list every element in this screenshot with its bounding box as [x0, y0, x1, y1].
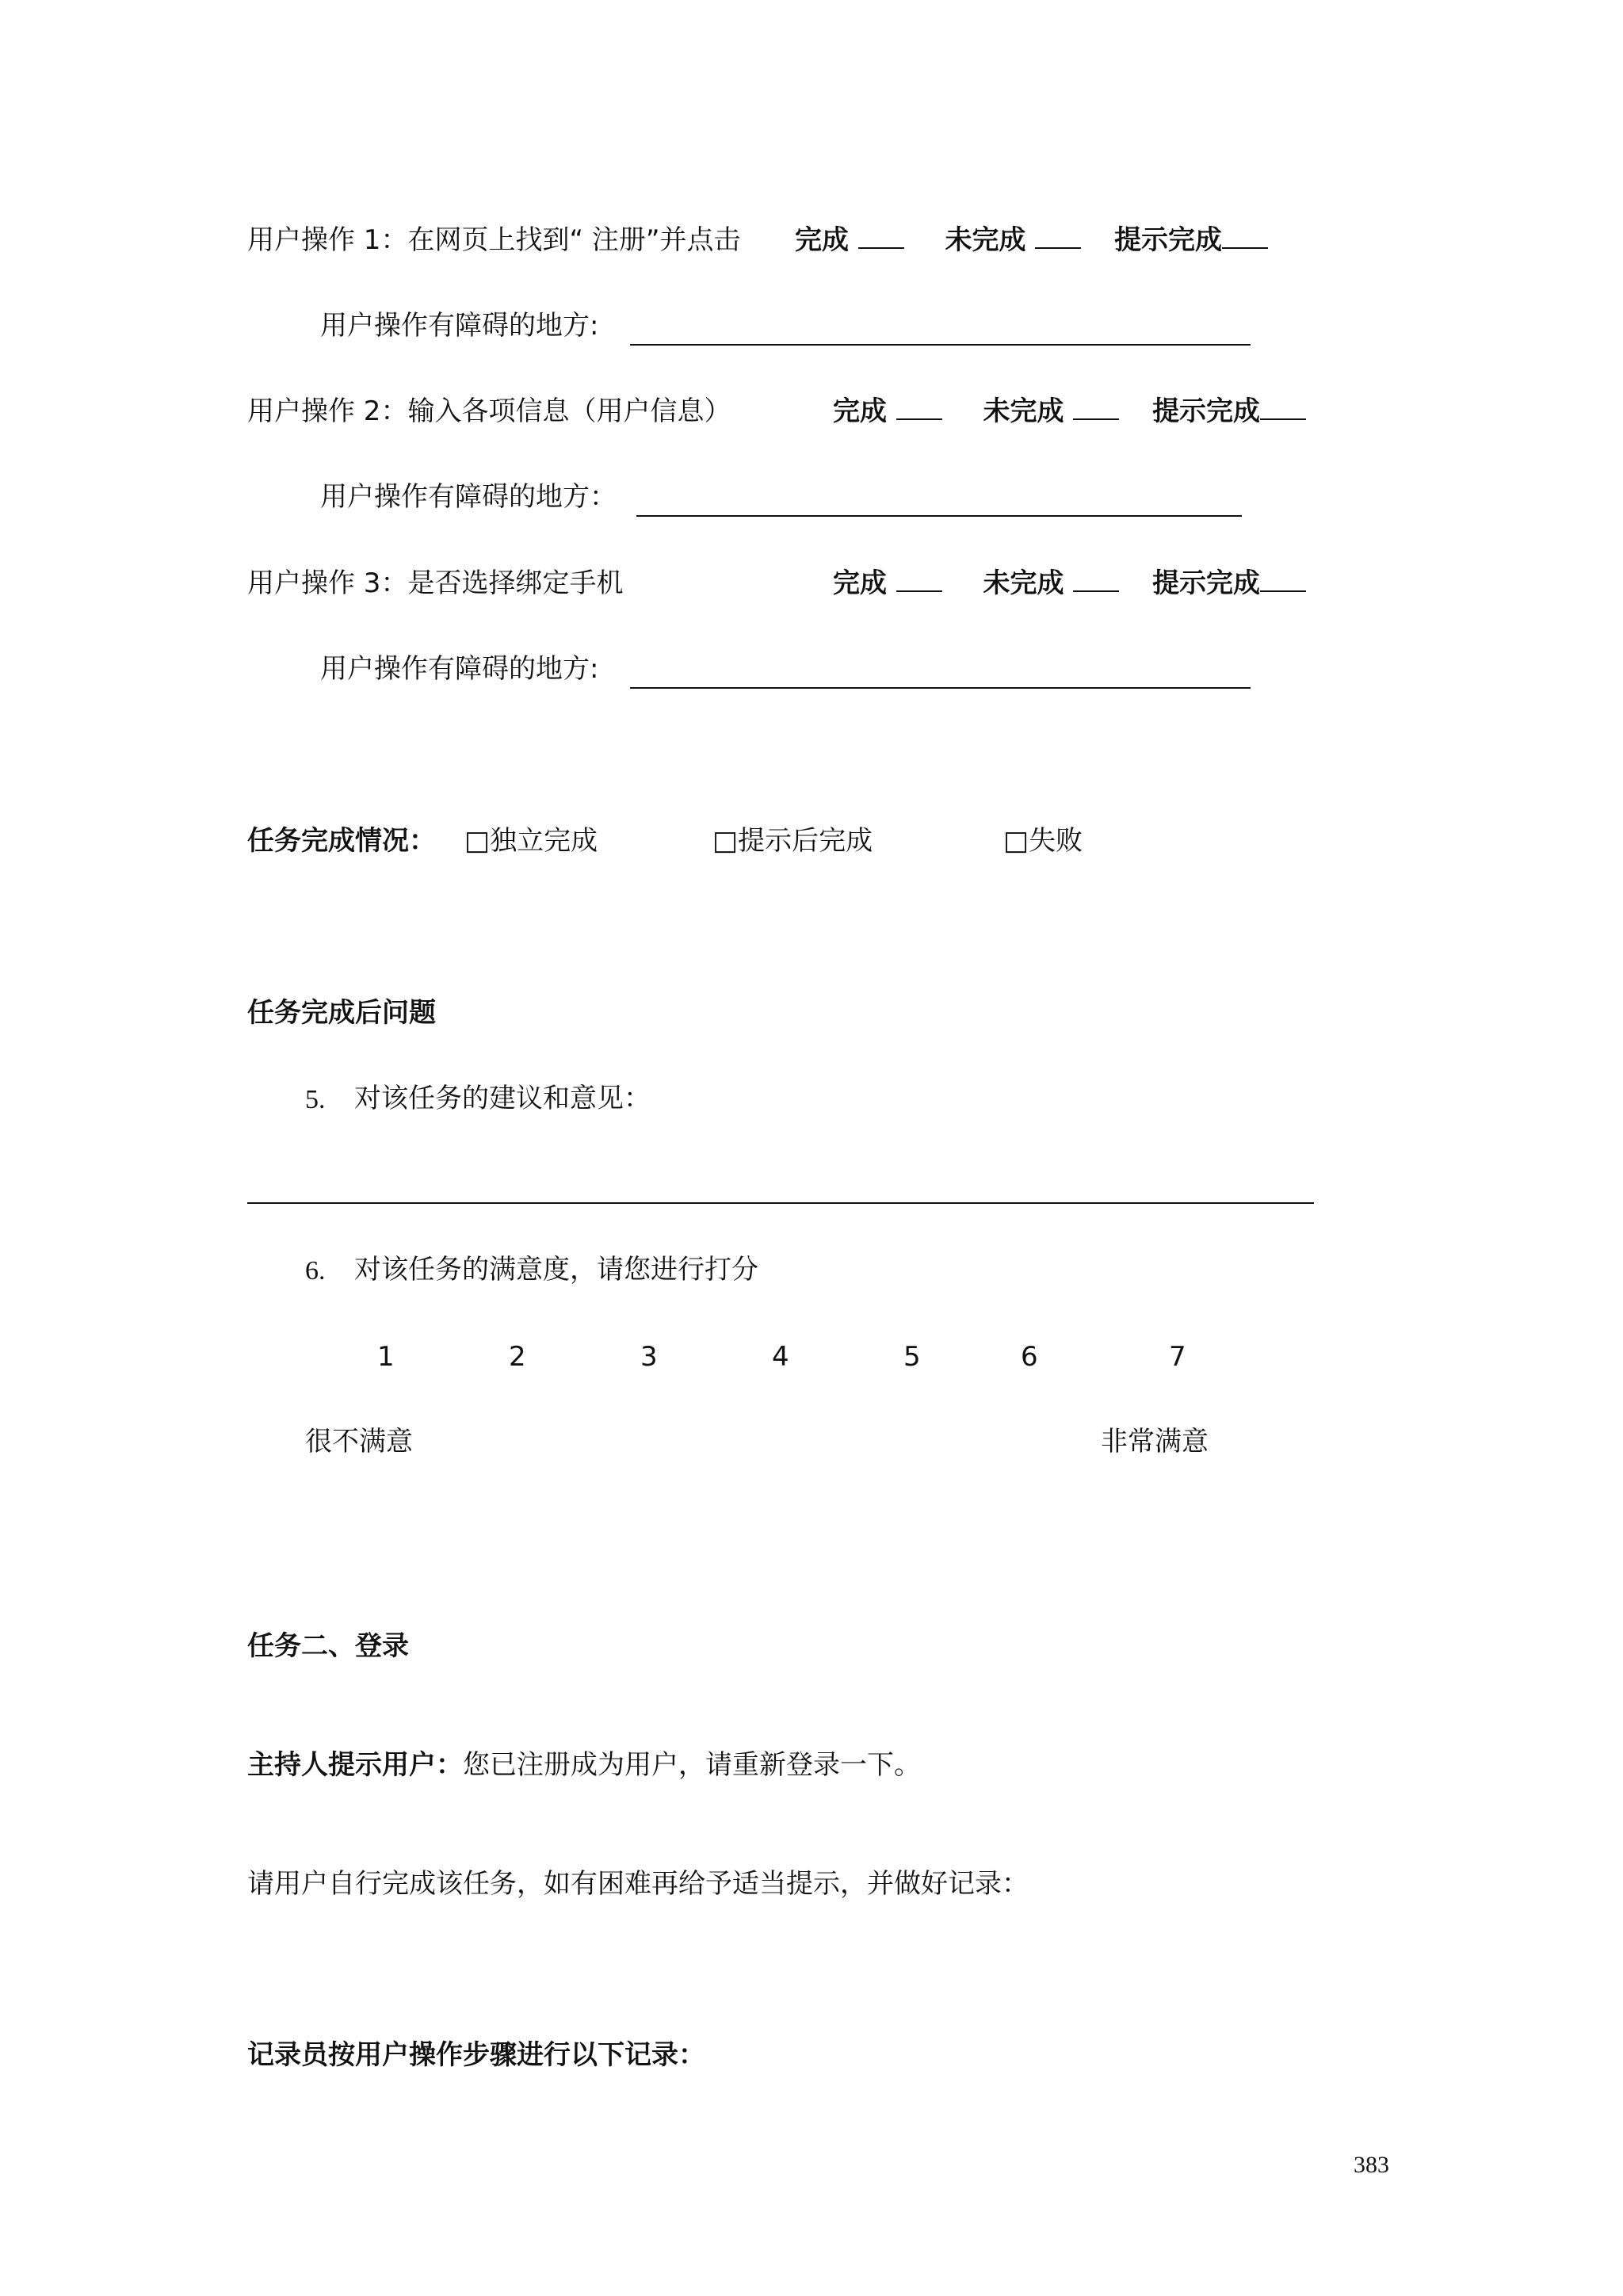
op3-label: 用户操作 3：是否选择绑定手机: [247, 567, 624, 599]
op2-hint-done: 提示完成: [1152, 395, 1261, 427]
op3-not-done-blank[interactable]: [1073, 567, 1119, 592]
q5-text: 对该任务的建议和意见：: [354, 1083, 651, 1114]
op2-done-blank[interactable]: [896, 395, 942, 420]
op2-status: [833, 394, 1306, 429]
task2-host-line: [247, 1748, 921, 1782]
op2-obstacle-label: 用户操作有障碍的地方：: [320, 481, 617, 513]
q5-number: 5.: [305, 1085, 326, 1114]
q6-number: 6.: [305, 1256, 326, 1286]
op1-hint-blank[interactable]: [1222, 223, 1268, 249]
task2-heading: 任务二、登录: [247, 1630, 409, 1662]
op2-done: 完成: [833, 395, 887, 427]
task2-recorder: 记录员按用户操作步骤进行以下记录：: [247, 2039, 705, 2071]
op2-label: 用户操作 2：输入各项信息（用户信息）: [247, 395, 731, 427]
page-number: 383: [1354, 2152, 1389, 2178]
op1-obstacle-label: 用户操作有障碍的地方:: [320, 310, 599, 342]
op3-not-done: 未完成: [983, 567, 1064, 599]
op1-status: [795, 223, 1268, 258]
post-task-heading: 任务完成后问题: [247, 997, 436, 1029]
op2-hint-blank[interactable]: [1260, 395, 1306, 420]
task2-host-label: 主持人提示用户：: [247, 1749, 463, 1781]
scale-option-4[interactable]: 4: [772, 1341, 789, 1373]
q6-text: 对该任务的满意度，请您进行打分: [354, 1254, 758, 1286]
task2-instruction: 请用户自行完成该任务，如有困难再给予适当提示，并做好记录：: [247, 1868, 1029, 1900]
op1-done-blank[interactable]: [858, 223, 904, 249]
op2-obstacle-blank[interactable]: [636, 494, 1242, 517]
task-status-label: 任务完成情况：: [247, 825, 436, 857]
op3-obstacle-label: 用户操作有障碍的地方:: [320, 653, 599, 685]
scale-option-2[interactable]: 2: [509, 1341, 526, 1373]
op3-hint-done: 提示完成: [1152, 567, 1261, 599]
q5-answer-blank[interactable]: [247, 1177, 1314, 1204]
scale-low-label: 很不满意: [305, 1426, 413, 1457]
op3-status: [833, 566, 1306, 601]
op3-done-blank[interactable]: [896, 567, 942, 592]
scale-option-1[interactable]: 1: [377, 1341, 395, 1373]
scale-option-7[interactable]: 7: [1169, 1341, 1186, 1373]
op1-done: 完成: [795, 224, 849, 256]
scale-option-6[interactable]: 6: [1021, 1341, 1038, 1373]
op1-hint-done: 提示完成: [1114, 224, 1223, 256]
op2-not-done: 未完成: [983, 395, 1064, 427]
op1-not-done-blank[interactable]: [1035, 223, 1081, 249]
task2-host-text: 您已注册成为用户，请重新登录一下。: [463, 1749, 921, 1781]
scale-high-label: 非常满意: [1101, 1426, 1209, 1457]
scale-option-5[interactable]: 5: [903, 1341, 921, 1373]
scale-option-3[interactable]: 3: [640, 1341, 658, 1373]
op2-not-done-blank[interactable]: [1073, 395, 1119, 420]
task-status-option-independent[interactable]: □独立完成: [464, 825, 598, 857]
op3-hint-blank[interactable]: [1260, 567, 1306, 592]
op3-done: 完成: [833, 567, 887, 599]
op1-label: 用户操作 1：在网页上找到“ 注册”并点击: [247, 224, 741, 256]
task-status-option-failed[interactable]: □失败: [1003, 825, 1083, 857]
op1-obstacle-blank[interactable]: [630, 323, 1251, 346]
op1-not-done: 未完成: [945, 224, 1026, 256]
task-status-option-hinted[interactable]: □提示后完成: [712, 825, 873, 857]
op3-obstacle-blank[interactable]: [630, 666, 1251, 689]
